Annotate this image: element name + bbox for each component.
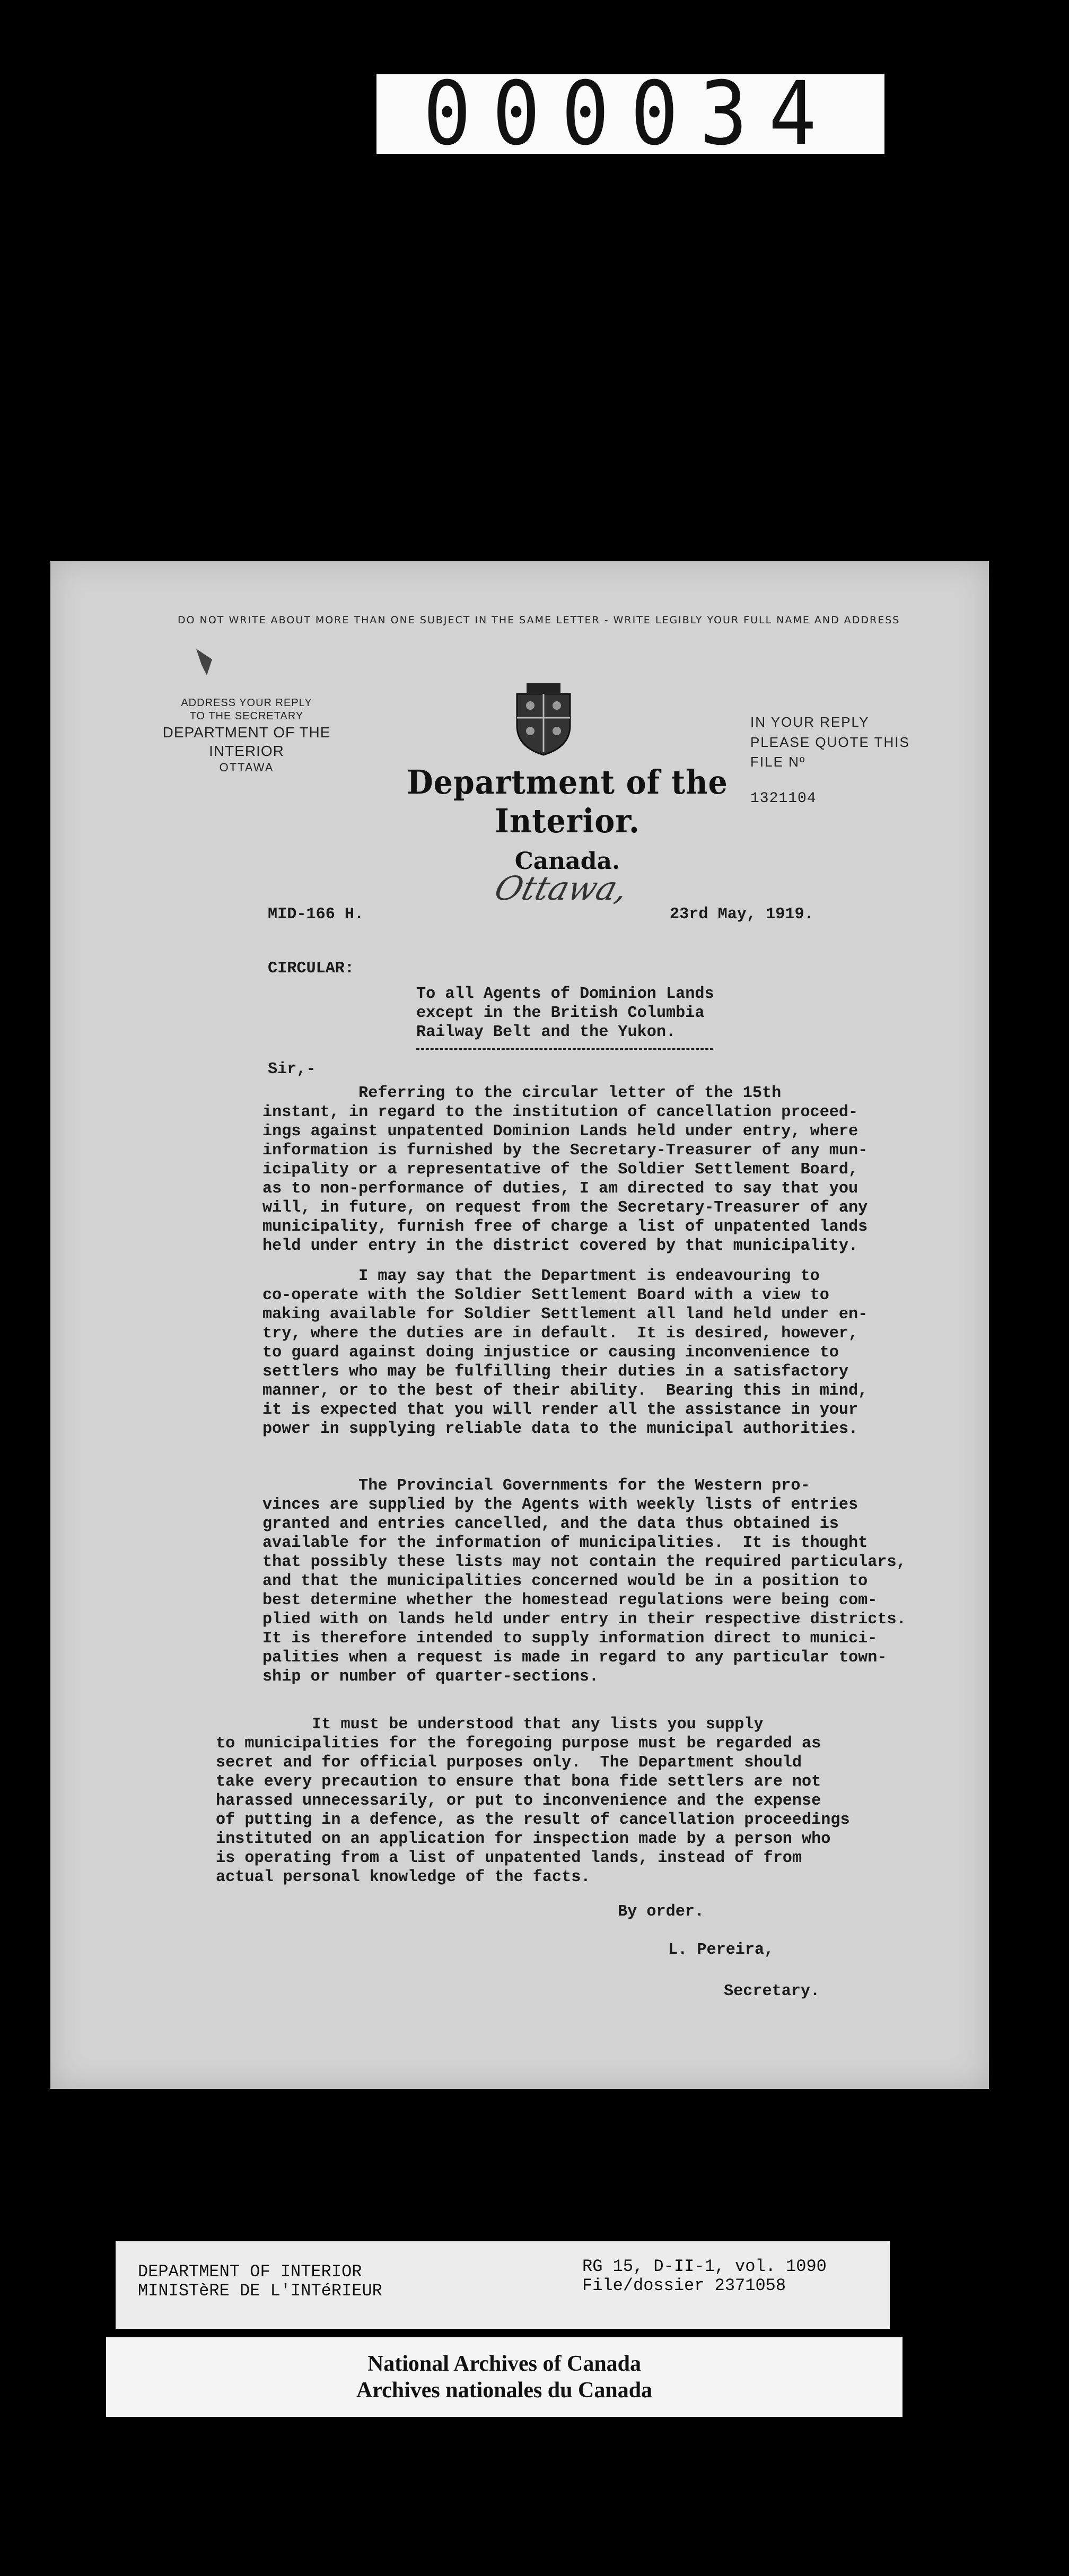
footer-dept-fr: MINISTèRE DE L'INTéRIEUR xyxy=(138,2281,382,2301)
archive-line-1: National Archives of Canada xyxy=(367,2352,642,2376)
address-block xyxy=(135,697,358,775)
masthead-title: Department of the Interior. xyxy=(407,763,728,840)
closing-title: Secretary. xyxy=(724,1982,820,2000)
address-city: OTTAWA xyxy=(219,761,274,774)
closing-by-order: By order. xyxy=(618,1903,705,1921)
address-line-2: TO THE SECRETARY xyxy=(189,710,304,722)
closing-name: L. Pereira, xyxy=(668,1941,774,1959)
file-number: 1321104 xyxy=(750,790,817,807)
masthead-subtitle: Canada. xyxy=(514,848,620,875)
masthead xyxy=(369,763,766,875)
letter-page xyxy=(50,561,989,2089)
reply-line-2: PLEASE QUOTE THIS xyxy=(750,734,910,750)
footer-dept-en: DEPARTMENT OF INTERIOR xyxy=(138,2262,362,2282)
reference: MID-166 H. xyxy=(268,906,364,924)
top-notice: DO NOT WRITE ABOUT MORE THAN ONE SUBJECT IN THE SAME LETTER - WRITE LEGIBLY YOUR FULL NAME AND ADDRESS xyxy=(178,614,900,626)
address-line-1: ADDRESS YOUR REPLY xyxy=(181,697,312,709)
frame-number xyxy=(376,63,884,165)
letter-date: 23rd May, 1919. xyxy=(670,906,814,924)
paragraph-1: Referring to the circular letter of the 15th instant, in regard to the institution of cancellation proceed- ings against unpatented Dominion Lands held under entry, where information is furnished by the Secretary-Treasurer of any mun- icipality or a representative of the Soldier Settlement Board, as to non-performance of duties, I am directed to say that you will, in future, on request from the Secretary-Treasurer of any municipality, furnish free of charge a list of unpatented lands held under entry in the district covered by that municipality. xyxy=(262,1084,868,1255)
address-dept: DEPARTMENT OF THE INTERIOR xyxy=(162,724,331,759)
archive-label xyxy=(106,2337,902,2417)
paragraph-4: It must be understood that any lists you supply to municipalities for the foregoing purpose must be regarded as secret and for official purposes only. The Department should take every precaution to ensure that bona fide settlers are not harassed unnecessarily, or put to inconvenience and the expense of putting in a defence, as the result of cancellation proceedings instituted on an application for inspection made by a person who is operating from a list of unpatented lands, instead of from actual personal knowledge of the facts. xyxy=(216,1716,850,1886)
archive-reference xyxy=(116,2241,890,2329)
reply-block xyxy=(750,712,931,810)
footer-ref-2: File/dossier 2371058 xyxy=(582,2276,786,2295)
archive-line-2: Archives nationales du Canada xyxy=(356,2378,653,2403)
frame-number-text: 000034 xyxy=(423,63,838,165)
addressees: To all Agents of Dominion Lands except in the British Columbia Railway Belt and the Yukon. xyxy=(416,985,714,1041)
salutation: Sir,- xyxy=(268,1060,316,1078)
footer-dept xyxy=(138,2262,382,2301)
corner-mark-icon xyxy=(191,643,223,686)
paragraph-2: I may say that the Department is endeavouring to co-operate with the Soldier Settlement Board with a view to making available for Soldier Settlement all land held under en- try, where the duties are in default. It is desired, however, to guard against doing injustice or causing inconvenience to settlers who may be fulfilling their duties in a satisfactory manner, or to the best of their ability. Bearing this in mind, it is expected that you will render all the assistance in your power in supplying reliable data to the municipal authorities. xyxy=(262,1267,868,1438)
paragraph-3: The Provincial Governments for the Western pro- vinces are supplied by the Agents with weekly lists of entries granted and entries cancelled, and the data thus obtained is available for the information of municipalities. It is thought that possibly these lists may not contain the required particulars, and that the municipalities concerned would be in a position to best determine whether the homestead regulations were being com- plied with on lands held under entry in their respective districts. It is therefore intended to supply information direct to munici- palities when a request is made in regard to any particular town- ship or number of quarter-sections. xyxy=(262,1477,906,1686)
coat-of-arms-icon xyxy=(506,678,581,758)
place-signature: Ottawa, xyxy=(490,869,633,908)
footer-ref-1: RG 15, D-II-1, vol. 1090 xyxy=(582,2257,827,2276)
footer-ref xyxy=(582,2257,827,2295)
addressee-divider xyxy=(416,1048,713,1050)
circular-label: CIRCULAR: xyxy=(268,960,355,978)
reply-line-3: FILE Nº xyxy=(750,754,806,770)
reply-line-1: IN YOUR REPLY xyxy=(750,714,870,730)
